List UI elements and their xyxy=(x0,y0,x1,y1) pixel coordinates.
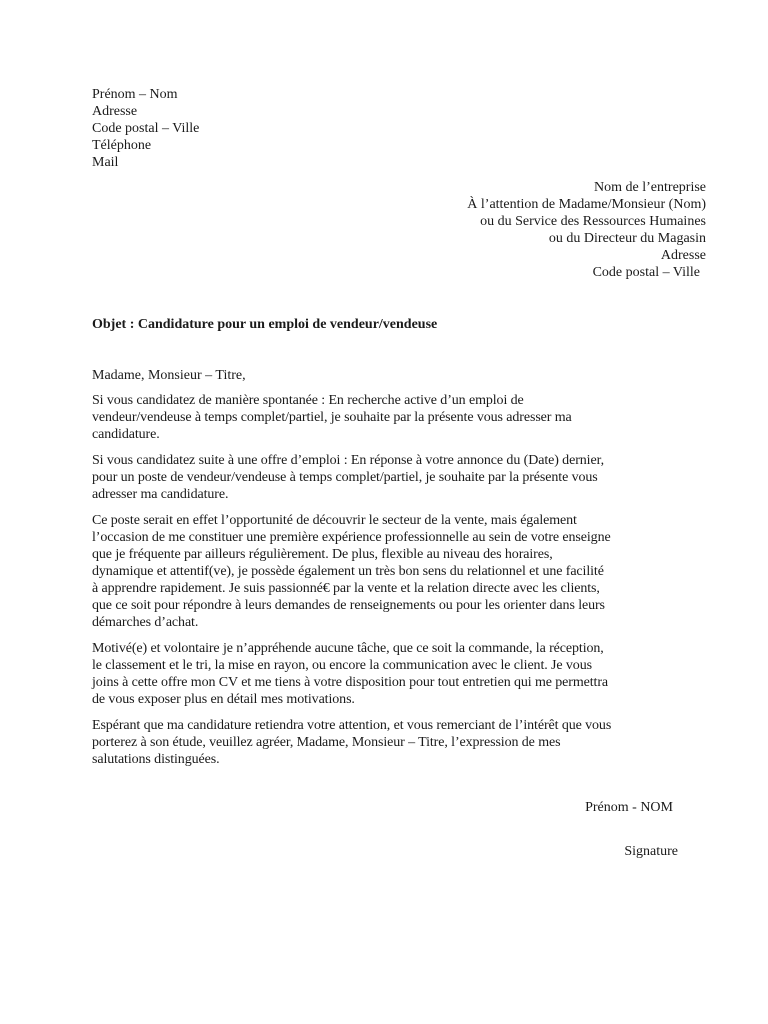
recipient-block xyxy=(467,179,706,281)
paragraph-line: joins à cette offre mon CV et me tiens à votre disposition pour tout entretien qui me permettra xyxy=(92,675,609,690)
recipient-attention: À l’attention de Madame/Monsieur (Nom) xyxy=(467,197,706,212)
letter-greeting: Madame, Monsieur – Titre, xyxy=(92,368,246,383)
paragraph-job-offer xyxy=(92,452,682,503)
paragraph-line: démarches d’achat. xyxy=(92,615,199,630)
paragraph-line: porterez à son étude, veuillez agréer, Madame, Monsieur – Titre, l’expression de mes xyxy=(92,735,561,750)
sender-postal-city: Code postal – Ville xyxy=(92,121,200,136)
paragraph-line: salutations distinguées. xyxy=(92,752,220,767)
letter-body xyxy=(92,392,682,777)
paragraph-line: que ce soit pour répondre à leurs demandes de renseignements ou pour les orienter dans leurs xyxy=(92,598,605,613)
paragraph-line: pour un poste de vendeur/vendeuse à temps complet/partiel, je souhaite par la présente vous xyxy=(92,470,598,485)
recipient-postal-city: Code postal – Ville xyxy=(592,265,700,280)
sender-address: Adresse xyxy=(92,104,138,119)
paragraph-line: à apprendre rapidement. Je suis passionné€ par la vente et la relation directe avec les clients, xyxy=(92,581,600,596)
letter-subject: Objet : Candidature pour un emploi de vendeur/vendeuse xyxy=(92,317,438,332)
paragraph-motivation xyxy=(92,640,682,708)
signature-line: Signature xyxy=(624,844,678,859)
paragraph-line: dynamique et attentif(ve), je possède également un très bon sens du relationnel et une facilité xyxy=(92,564,604,579)
paragraph-line: Si vous candidatez suite à une offre d’emploi : En réponse à votre annonce du (Date) dernier, xyxy=(92,453,604,468)
paragraph-line: Motivé(e) et volontaire je n’appréhende aucune tâche, que ce soit la commande, la réception, xyxy=(92,641,604,656)
paragraph-line: Si vous candidatez de manière spontanée : En recherche active d’un emploi de xyxy=(92,393,524,408)
recipient-address: Adresse xyxy=(660,248,706,263)
closing-name: Prénom - NOM xyxy=(585,800,673,815)
paragraph-line: le classement et le tri, la mise en rayon, ou encore la communication avec le client. Je vous xyxy=(92,658,592,673)
paragraph-line: que je fréquente par ailleurs régulièrement. De plus, flexible au niveau des horaires, xyxy=(92,547,553,562)
paragraph-line: l’occasion de me constituer une première expérience professionnelle au sein de votre enseigne xyxy=(92,530,611,545)
sender-phone: Téléphone xyxy=(92,138,152,153)
sender-mail: Mail xyxy=(92,155,119,170)
paragraph-line: Ce poste serait en effet l’opportunité de découvrir le secteur de la vente, mais également xyxy=(92,513,577,528)
recipient-hr-service: ou du Service des Ressources Humaines xyxy=(480,214,706,229)
paragraph-line: vendeur/vendeuse à temps complet/partiel, je souhaite par la présente vous adresser ma xyxy=(92,410,572,425)
paragraph-line: adresser ma candidature. xyxy=(92,487,229,502)
sender-name: Prénom – Nom xyxy=(92,87,178,102)
sender-block xyxy=(92,86,199,171)
paragraph-closing xyxy=(92,717,682,768)
paragraph-line: Espérant que ma candidature retiendra votre attention, et vous remerciant de l’intérêt que vous xyxy=(92,718,612,733)
recipient-company: Nom de l’entreprise xyxy=(594,180,706,195)
paragraph-line: candidature. xyxy=(92,427,160,442)
paragraph-opportunity xyxy=(92,512,682,631)
paragraph-line: de vous exposer plus en détail mes motivations. xyxy=(92,692,355,707)
paragraph-spontaneous xyxy=(92,392,682,443)
recipient-store-director: ou du Directeur du Magasin xyxy=(548,231,706,246)
